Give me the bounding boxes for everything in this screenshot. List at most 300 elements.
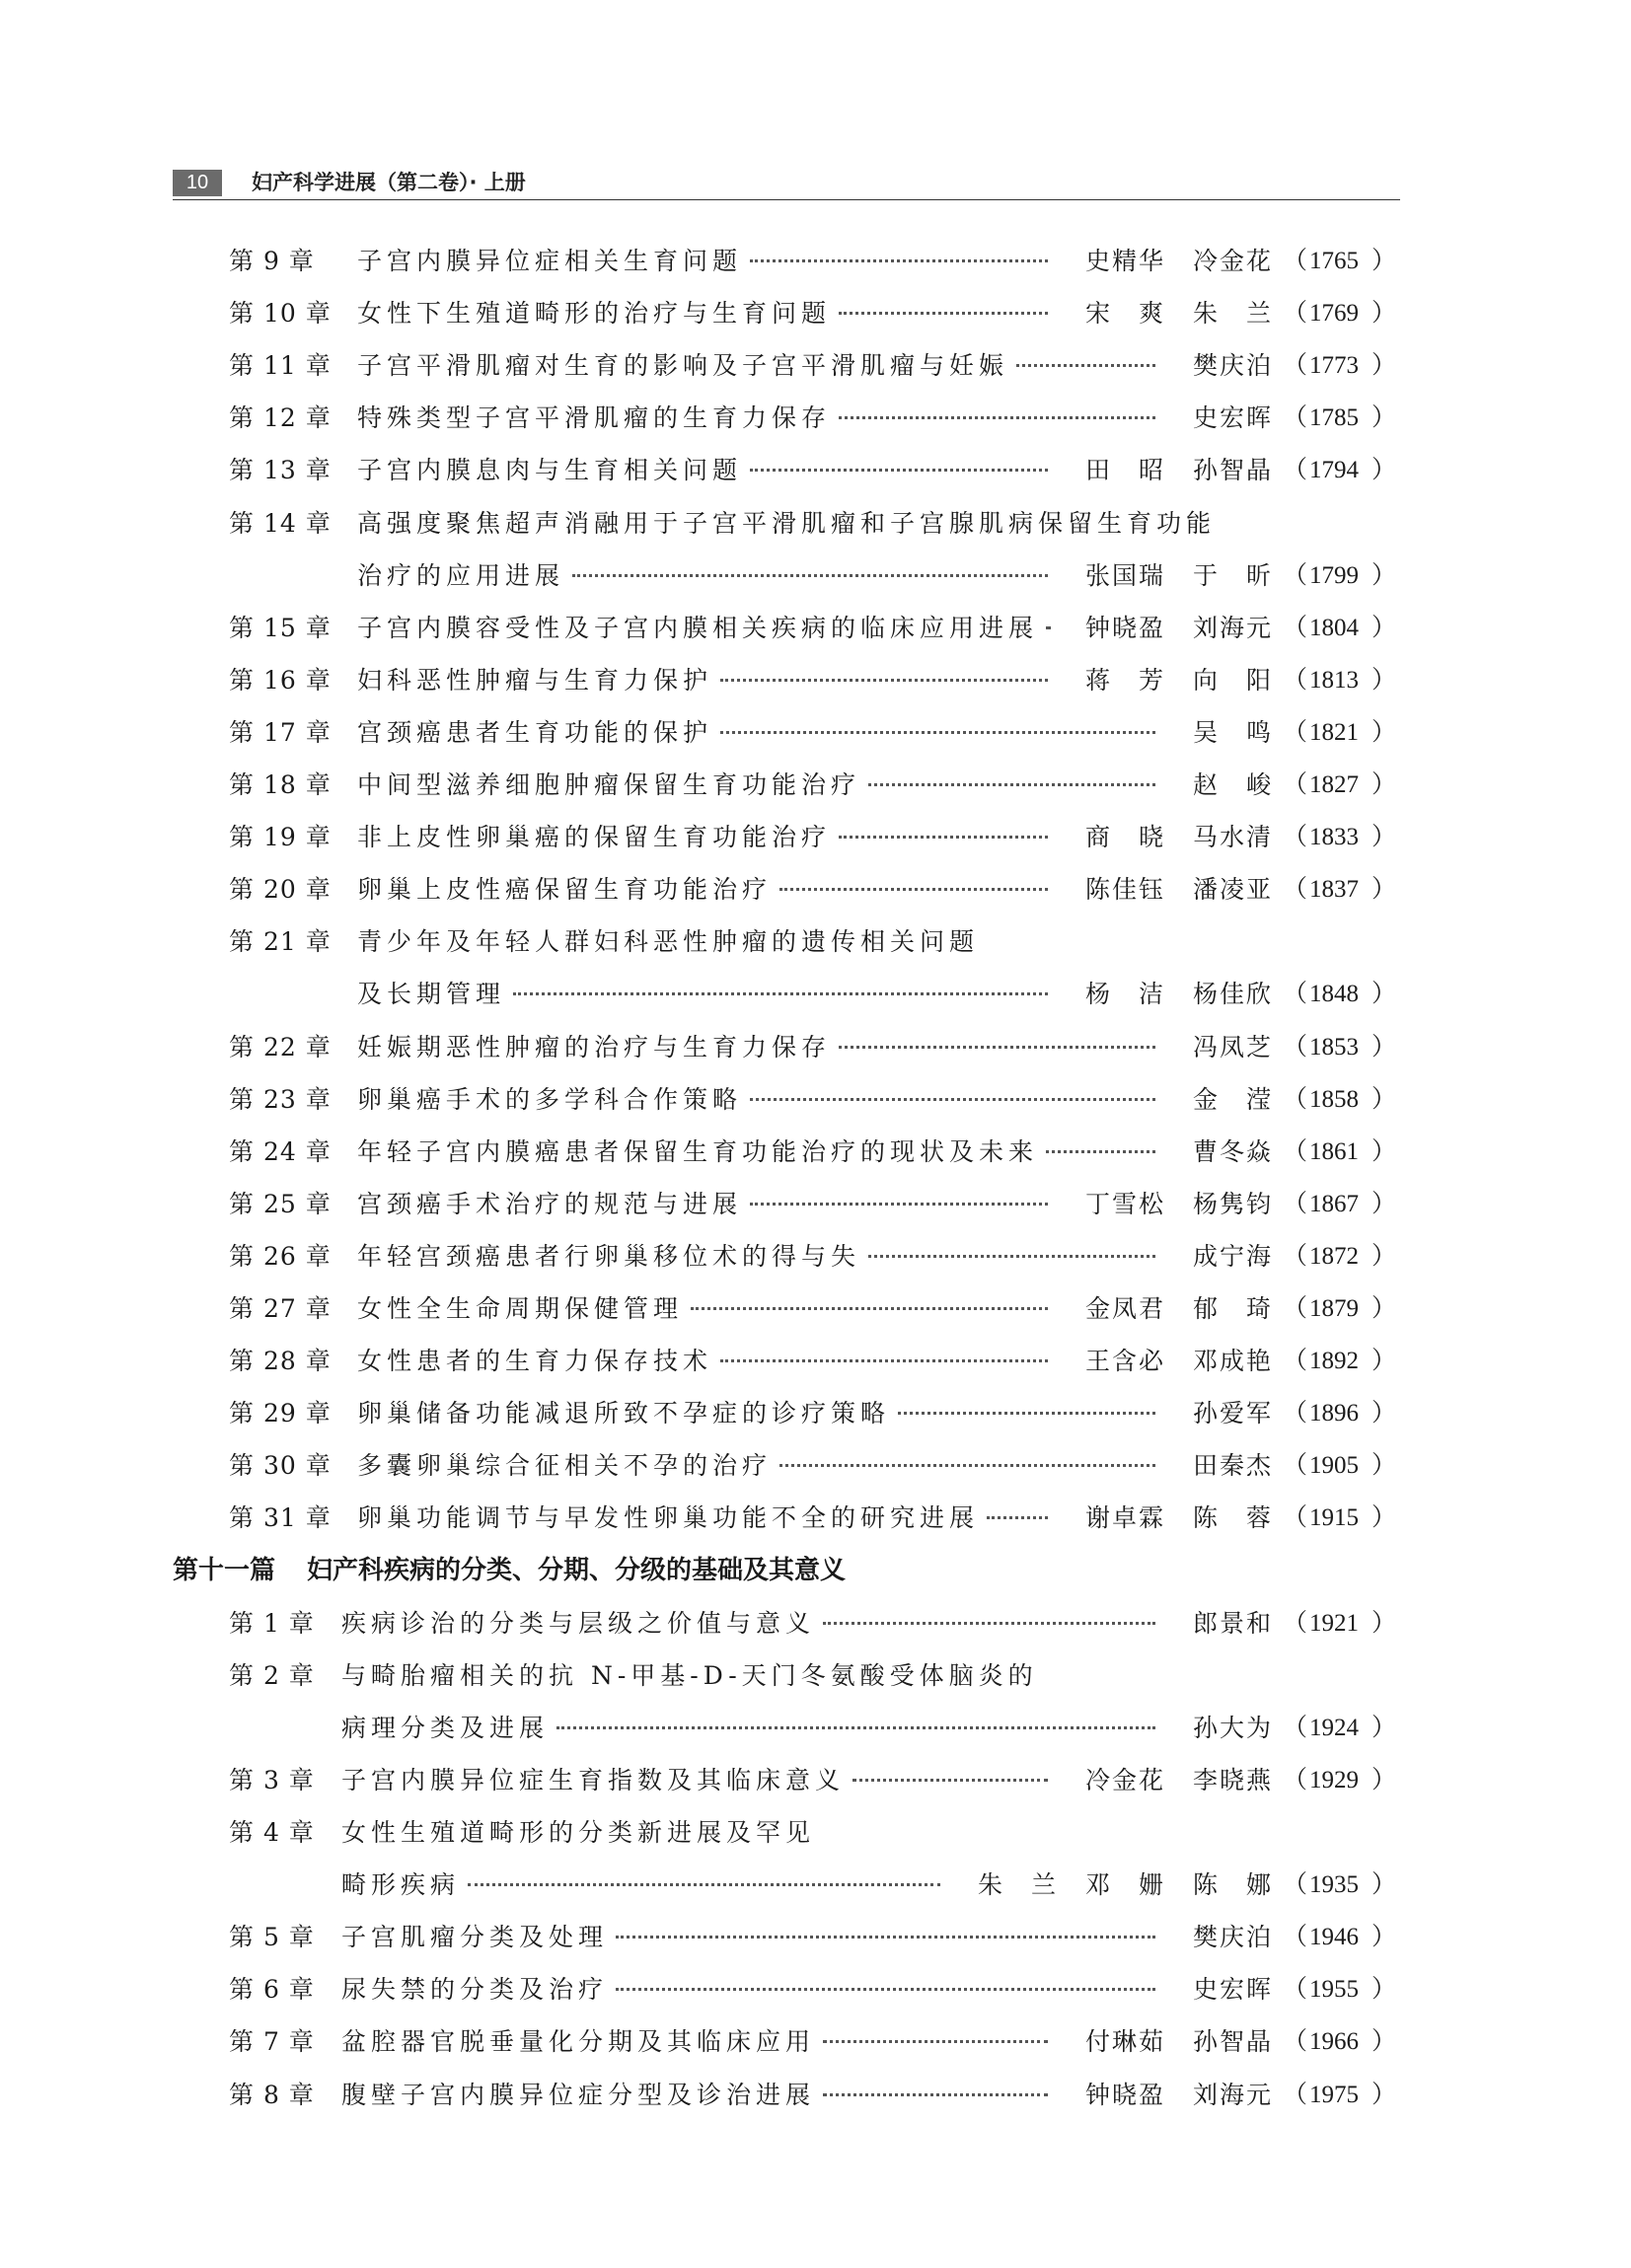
- close-paren: ）: [1372, 666, 1397, 694]
- page-number: 1773: [1309, 352, 1359, 380]
- leader-dots: [513, 992, 1048, 995]
- close-paren: ）: [1372, 981, 1397, 1008]
- chapter-authors: [1058, 811, 1273, 863]
- toc-entry[interactable]: [0, 1963, 1631, 2015]
- author-name: 朱 兰: [977, 1870, 1058, 1900]
- open-paren: （: [1283, 1085, 1308, 1113]
- chapter-number: 第 24 章: [229, 1136, 332, 1166]
- close-paren: ）: [1372, 1033, 1397, 1061]
- author-name: 邓 姗: [1084, 1870, 1165, 1900]
- open-paren: （: [1283, 1714, 1308, 1741]
- chapter-authors: [1058, 1754, 1273, 1806]
- page-number: 1924: [1309, 1714, 1359, 1741]
- chapter-authors: [1058, 1282, 1273, 1335]
- author-name: 樊庆泊: [1192, 1923, 1273, 1952]
- author-name: 潘凌亚: [1192, 875, 1273, 905]
- author-name: 陈 蓉: [1192, 1503, 1273, 1533]
- leader-dots: [839, 836, 1048, 839]
- leader-dots: [750, 1203, 1048, 1206]
- open-paren: （: [1283, 1033, 1308, 1061]
- author-name: 朱 兰: [1192, 299, 1273, 329]
- chapter-title: 子宫肌瘤分类及处理: [341, 1923, 609, 1952]
- page-number: 1848: [1309, 981, 1359, 1008]
- page-number: 1785: [1309, 404, 1359, 432]
- open-paren: （: [1283, 1242, 1308, 1270]
- author-name: 丁雪松: [1084, 1189, 1165, 1218]
- leader-dots: [839, 1046, 1155, 1049]
- close-paren: ）: [1372, 248, 1397, 274]
- page-number: 1946: [1309, 1924, 1359, 1951]
- open-paren: （: [1283, 824, 1308, 851]
- author-name: 郁 琦: [1192, 1294, 1273, 1323]
- author-name: 赵 峻: [1192, 770, 1273, 799]
- chapter-number: 第 19 章: [229, 823, 332, 852]
- page-number: 1769: [1309, 300, 1359, 328]
- chapter-authors: [1165, 1387, 1273, 1439]
- open-paren: （: [1283, 404, 1308, 432]
- toc-entry[interactable]: [0, 444, 1631, 496]
- book-title: 妇产科学进展（第二卷）· 上册: [252, 171, 526, 194]
- chapter-title: 妇科恶性肿瘤与生育力保护: [357, 665, 713, 695]
- author-name: 宋 爽: [1084, 299, 1165, 329]
- author-name: 孙大为: [1192, 1713, 1273, 1742]
- leader-dots: [839, 312, 1048, 315]
- author-name: 陈佳钰: [1084, 875, 1165, 905]
- toc-entry[interactable]: [0, 1073, 1631, 1126]
- leader-dots: [1046, 626, 1048, 629]
- open-paren: （: [1283, 666, 1308, 694]
- chapter-number: 第 20 章: [229, 875, 332, 905]
- close-paren: ）: [1372, 1976, 1397, 2004]
- page-number: 1861: [1309, 1137, 1359, 1165]
- open-paren: （: [1283, 2081, 1308, 2108]
- chapter-authors: [1165, 1073, 1273, 1126]
- close-paren: ）: [1372, 1348, 1397, 1375]
- toc-entry[interactable]: [0, 1335, 1631, 1387]
- open-paren: （: [1283, 771, 1308, 798]
- chapter-authors: [1165, 759, 1273, 811]
- author-name: 金 滢: [1192, 1084, 1273, 1114]
- chapter-authors: [1058, 968, 1273, 1020]
- chapter-title: 女性患者的生育力保存技术: [357, 1347, 713, 1376]
- chapter-authors: [1058, 654, 1273, 706]
- chapter-title: 高强度聚焦超声消融用于子宫平滑肌瘤和子宫腺肌病保留生育功能: [357, 508, 1217, 538]
- close-paren: ）: [1372, 1085, 1397, 1113]
- author-name: 谢卓霖: [1084, 1503, 1165, 1533]
- open-paren: （: [1283, 876, 1308, 904]
- open-paren: （: [1283, 248, 1308, 274]
- toc-entry[interactable]: [0, 1859, 1631, 1911]
- leader-dots: [556, 1726, 1155, 1729]
- page-number: 1794: [1309, 457, 1359, 484]
- author-name: 张国瑞: [1084, 560, 1165, 590]
- toc-entry[interactable]: [0, 2069, 1631, 2121]
- toc-entry[interactable]: [0, 2015, 1631, 2068]
- toc-entry[interactable]: [0, 1911, 1631, 1963]
- page-number: 1966: [1309, 2028, 1359, 2056]
- leader-dots: [839, 416, 1155, 419]
- author-name: 李晓燕: [1192, 1765, 1273, 1794]
- author-name: 曹冬焱: [1192, 1136, 1273, 1166]
- open-paren: （: [1283, 1871, 1308, 1899]
- toc-entry[interactable]: [0, 1439, 1631, 1492]
- toc-entry[interactable]: [0, 1387, 1631, 1439]
- author-name: 吴 鸣: [1192, 717, 1273, 747]
- page-number: 1765: [1309, 248, 1359, 274]
- chapter-number: 第 26 章: [229, 1241, 332, 1271]
- chapter-authors: [1165, 1439, 1273, 1492]
- open-paren: （: [1283, 300, 1308, 328]
- close-paren: ）: [1372, 1295, 1397, 1322]
- chapter-number: 第 30 章: [229, 1451, 332, 1481]
- chapter-number: 第 6 章: [229, 1975, 315, 2005]
- chapter-title: 卵巢上皮性癌保留生育功能治疗: [357, 875, 773, 905]
- chapter-title: 妊娠期恶性肿瘤的治疗与生育力保存: [357, 1032, 832, 1061]
- chapter-number: 第 14 章: [229, 508, 332, 538]
- toc-entry[interactable]: [0, 1806, 1631, 1859]
- author-name: 王含必: [1084, 1347, 1165, 1376]
- page-number: 1921: [1309, 1609, 1359, 1637]
- leader-dots: [720, 679, 1048, 682]
- toc-entry[interactable]: [0, 287, 1631, 339]
- open-paren: （: [1283, 1452, 1308, 1480]
- toc-entry[interactable]: [0, 497, 1631, 549]
- leader-dots: [750, 469, 1048, 472]
- author-name: 孙爱军: [1192, 1399, 1273, 1428]
- toc-entry[interactable]: [0, 915, 1631, 968]
- close-paren: ）: [1372, 1504, 1397, 1532]
- toc-entry[interactable]: [0, 392, 1631, 444]
- close-paren: ）: [1372, 1871, 1397, 1899]
- part-title: 妇产科疾病的分类、分期、分级的基础及其意义: [307, 1555, 847, 1585]
- page-number: 1804: [1309, 614, 1359, 641]
- toc-entry[interactable]: [0, 1282, 1631, 1335]
- chapter-title: 病理分类及进展: [341, 1713, 550, 1742]
- chapter-number: 第 1 章: [229, 1608, 315, 1638]
- toc-entry[interactable]: [0, 549, 1631, 602]
- chapter-title: 及长期管理: [357, 980, 506, 1009]
- open-paren: （: [1283, 1976, 1308, 2004]
- author-name: 于 昕: [1192, 560, 1273, 590]
- leader-dots: [823, 1622, 1155, 1625]
- close-paren: ）: [1372, 2081, 1397, 2108]
- leader-dots: [720, 731, 1155, 734]
- toc-entry[interactable]: [0, 1126, 1631, 1178]
- close-paren: ）: [1372, 1400, 1397, 1427]
- toc-entry[interactable]: [0, 1597, 1631, 1649]
- close-paren: ）: [1372, 876, 1397, 904]
- chapter-authors: [1165, 1911, 1273, 1963]
- chapter-title: 年轻子宫内膜癌患者保留生育功能治疗的现状及未来: [357, 1136, 1039, 1166]
- chapter-number: 第 7 章: [229, 2027, 315, 2057]
- close-paren: ）: [1372, 1766, 1397, 1793]
- chapter-authors: [1058, 549, 1273, 602]
- author-name: 郎景和: [1192, 1608, 1273, 1638]
- author-name: 刘海元: [1192, 2080, 1273, 2109]
- page-number: 1975: [1309, 2081, 1359, 2108]
- close-paren: ）: [1372, 2028, 1397, 2056]
- chapter-number: 第 5 章: [229, 1923, 315, 1952]
- chapter-authors: [1058, 2015, 1273, 2068]
- leader-dots: [750, 259, 1048, 262]
- chapter-authors: [1058, 1492, 1273, 1544]
- chapter-title: 尿失禁的分类及治疗: [341, 1975, 609, 2005]
- page-number: 1929: [1309, 1766, 1359, 1793]
- leader-dots: [823, 2040, 1048, 2043]
- chapter-number: 第 16 章: [229, 665, 332, 695]
- author-name: 邓成艳: [1192, 1347, 1273, 1376]
- page-number: 1872: [1309, 1242, 1359, 1270]
- page-number: 1867: [1309, 1190, 1359, 1217]
- leader-dots: [468, 1883, 940, 1886]
- part-heading[interactable]: [173, 1545, 846, 1597]
- close-paren: ）: [1372, 404, 1397, 432]
- chapter-title: 青少年及年轻人群妇科恶性肿瘤的遗传相关问题: [357, 927, 980, 957]
- toc-entry[interactable]: [0, 1702, 1631, 1754]
- close-paren: ）: [1372, 718, 1397, 746]
- chapter-authors: [1165, 1963, 1273, 2015]
- chapter-title: 非上皮性卵巢癌的保留生育功能治疗: [357, 823, 832, 852]
- chapter-title: 子宫内膜息肉与生育相关问题: [357, 456, 743, 485]
- author-name: 付琳茹: [1084, 2027, 1165, 2057]
- toc-entry[interactable]: [0, 968, 1631, 1020]
- chapter-authors: [950, 1859, 1273, 1911]
- part-label: 第十一篇: [173, 1555, 276, 1585]
- author-name: 钟晓盈: [1084, 2080, 1165, 2109]
- page-number: 1821: [1309, 718, 1359, 746]
- leader-dots: [1016, 364, 1155, 367]
- open-paren: （: [1283, 1924, 1308, 1951]
- leader-dots: [691, 1307, 1048, 1310]
- page-number: 1935: [1309, 1871, 1359, 1899]
- leader-dots: [779, 1464, 1155, 1467]
- open-paren: （: [1283, 561, 1308, 589]
- leader-dots: [616, 1988, 1155, 1991]
- chapter-title: 疾病诊治的分类与层级之价值与意义: [341, 1608, 816, 1638]
- close-paren: ）: [1372, 352, 1397, 380]
- chapter-authors: [1058, 1178, 1273, 1230]
- chapter-title: 卵巢癌手术的多学科合作策略: [357, 1084, 743, 1114]
- chapter-number: 第 31 章: [229, 1503, 332, 1533]
- author-name: 马水清: [1192, 823, 1273, 852]
- author-name: 樊庆泊: [1192, 351, 1273, 381]
- chapter-number: 第 29 章: [229, 1399, 332, 1428]
- chapter-title: 治疗的应用进展: [357, 560, 565, 590]
- chapter-title: 女性全生命周期保健管理: [357, 1294, 684, 1323]
- chapter-authors: [1165, 706, 1273, 759]
- page-number-badge: 10: [173, 170, 222, 196]
- leader-dots: [779, 888, 1048, 891]
- close-paren: ）: [1372, 1924, 1397, 1951]
- chapter-title: 宫颈癌手术治疗的规范与进展: [357, 1189, 743, 1218]
- chapter-title: 女性下生殖道畸形的治疗与生育问题: [357, 299, 832, 329]
- close-paren: ）: [1372, 824, 1397, 851]
- toc-entry[interactable]: [0, 1492, 1631, 1544]
- author-name: 孙智晶: [1192, 2027, 1273, 2057]
- author-name: 成宁海: [1192, 1241, 1273, 1271]
- chapter-title: 盆腔器官脱垂量化分期及其临床应用: [341, 2027, 816, 2057]
- chapter-authors: [1058, 2069, 1273, 2121]
- leader-dots: [868, 783, 1155, 786]
- toc-entry[interactable]: [0, 1230, 1631, 1282]
- chapter-number: 第 28 章: [229, 1347, 332, 1376]
- chapter-authors: [1058, 287, 1273, 339]
- author-name: 史宏晖: [1192, 403, 1273, 433]
- chapter-authors: [1058, 602, 1273, 654]
- page-number: 1955: [1309, 1976, 1359, 2004]
- page-number: 1896: [1309, 1400, 1359, 1427]
- open-paren: （: [1283, 2028, 1308, 2056]
- leader-dots: [1046, 1150, 1155, 1153]
- open-paren: （: [1283, 981, 1308, 1008]
- leader-dots: [987, 1516, 1048, 1519]
- close-paren: ）: [1372, 1452, 1397, 1480]
- leader-dots: [823, 2093, 1048, 2096]
- chapter-title: 特殊类型子宫平滑肌瘤的生育力保存: [357, 403, 832, 433]
- close-paren: ）: [1372, 1137, 1397, 1165]
- chapter-number: 第 12 章: [229, 403, 332, 433]
- toc-entry[interactable]: [0, 654, 1631, 706]
- open-paren: （: [1283, 1295, 1308, 1322]
- open-paren: （: [1283, 1504, 1308, 1532]
- leader-dots: [898, 1412, 1155, 1415]
- chapter-authors: [1165, 1230, 1273, 1282]
- close-paren: ）: [1372, 614, 1397, 641]
- chapter-title: 子宫内膜异位症相关生育问题: [357, 247, 743, 275]
- close-paren: ）: [1372, 457, 1397, 484]
- author-name: 冯凤芝: [1192, 1032, 1273, 1061]
- author-name: 杨隽钧: [1192, 1189, 1273, 1218]
- page-number: 1915: [1309, 1504, 1359, 1532]
- chapter-authors: [1058, 444, 1273, 496]
- page-number: 1892: [1309, 1348, 1359, 1375]
- leader-dots: [750, 1098, 1155, 1101]
- chapter-title: 子宫内膜异位症生育指数及其临床意义: [341, 1765, 846, 1794]
- chapter-authors: [1058, 1335, 1273, 1387]
- toc-entry[interactable]: [0, 602, 1631, 654]
- chapter-authors: [1058, 863, 1273, 915]
- chapter-authors: [1165, 1126, 1273, 1178]
- chapter-title: 女性生殖道畸形的分类新进展及罕见: [341, 1818, 816, 1847]
- close-paren: ）: [1372, 561, 1397, 589]
- close-paren: ）: [1372, 1714, 1397, 1741]
- open-paren: （: [1283, 1609, 1308, 1637]
- open-paren: （: [1283, 1348, 1308, 1375]
- chapter-number: 第 21 章: [229, 927, 332, 957]
- chapter-number: 第 23 章: [229, 1084, 332, 1114]
- open-paren: （: [1283, 1137, 1308, 1165]
- open-paren: （: [1283, 1766, 1308, 1793]
- leader-dots: [572, 574, 1048, 577]
- chapter-number: 第 3 章: [229, 1765, 315, 1794]
- chapter-number: 第 11 章: [229, 351, 332, 381]
- chapter-number: 第 8 章: [229, 2080, 315, 2109]
- page-number: 1879: [1309, 1295, 1359, 1322]
- chapter-number: 第 15 章: [229, 613, 332, 642]
- open-paren: （: [1283, 1400, 1308, 1427]
- chapter-number: 第 9 章: [229, 247, 315, 275]
- open-paren: （: [1283, 1190, 1308, 1217]
- toc-entry[interactable]: [0, 863, 1631, 915]
- leader-dots: [616, 1936, 1155, 1939]
- running-header: [173, 170, 1400, 200]
- author-name: 冷金花: [1192, 247, 1273, 275]
- chapter-title: 子宫平滑肌瘤对生育的影响及子宫平滑肌瘤与妊娠: [357, 351, 1009, 381]
- chapter-number: 第 18 章: [229, 770, 332, 799]
- open-paren: （: [1283, 352, 1308, 380]
- author-name: 杨佳欣: [1192, 980, 1273, 1009]
- toc-entry[interactable]: [0, 706, 1631, 759]
- toc-entry[interactable]: [0, 339, 1631, 392]
- chapter-authors: [1058, 235, 1273, 287]
- page-number: 1813: [1309, 666, 1359, 694]
- leader-dots: [853, 1779, 1048, 1782]
- toc-entry[interactable]: [0, 759, 1631, 811]
- page-number: 1833: [1309, 824, 1359, 851]
- chapter-number: 第 2 章: [229, 1660, 315, 1690]
- page-number: 1799: [1309, 561, 1359, 589]
- chapter-title: 多囊卵巢综合征相关不孕的治疗: [357, 1451, 773, 1481]
- chapter-number: 第 10 章: [229, 299, 332, 329]
- chapter-title: 子宫内膜容受性及子宫内膜相关疾病的临床应用进展: [357, 613, 1039, 642]
- page-number: 1827: [1309, 771, 1359, 798]
- author-name: 冷金花: [1084, 1765, 1165, 1794]
- toc-entry[interactable]: [0, 1178, 1631, 1230]
- chapter-number: 第 25 章: [229, 1189, 332, 1218]
- chapter-title: 卵巢功能调节与早发性卵巢功能不全的研究进展: [357, 1503, 980, 1533]
- chapter-title: 宫颈癌患者生育功能的保护: [357, 717, 713, 747]
- author-name: 杨 洁: [1084, 980, 1165, 1009]
- page-number: 1853: [1309, 1033, 1359, 1061]
- chapter-number: 第 4 章: [229, 1818, 315, 1847]
- chapter-number: 第 22 章: [229, 1032, 332, 1061]
- chapter-number: 第 17 章: [229, 717, 332, 747]
- toc-entry[interactable]: [0, 1649, 1631, 1702]
- close-paren: ）: [1372, 771, 1397, 798]
- chapter-title: 年轻宫颈癌患者行卵巢移位术的得与失: [357, 1241, 861, 1271]
- author-name: 金凤君: [1084, 1294, 1165, 1323]
- close-paren: ）: [1372, 1242, 1397, 1270]
- leader-dots: [720, 1359, 1048, 1362]
- close-paren: ）: [1372, 1190, 1397, 1217]
- toc-entry[interactable]: [0, 1754, 1631, 1806]
- toc-entry[interactable]: [0, 1021, 1631, 1073]
- chapter-title: 中间型滋养细胞肿瘤保留生育功能治疗: [357, 770, 861, 799]
- chapter-authors: [1165, 1021, 1273, 1073]
- toc-entry[interactable]: [0, 235, 1631, 287]
- author-name: 田秦杰: [1192, 1451, 1273, 1481]
- author-name: 刘海元: [1192, 613, 1273, 642]
- author-name: 商 晓: [1084, 823, 1165, 852]
- chapter-title: 畸形疾病: [341, 1870, 461, 1900]
- author-name: 史宏晖: [1192, 1975, 1273, 2005]
- author-name: 钟晓盈: [1084, 613, 1165, 642]
- chapter-authors: [1165, 1702, 1273, 1754]
- chapter-number: 第 27 章: [229, 1294, 332, 1323]
- page-number: 1905: [1309, 1452, 1359, 1480]
- page-number: 1858: [1309, 1085, 1359, 1113]
- chapter-authors: [1165, 392, 1273, 444]
- open-paren: （: [1283, 457, 1308, 484]
- toc-entry[interactable]: [0, 811, 1631, 863]
- chapter-title: 腹壁子宫内膜异位症分型及诊治进展: [341, 2080, 816, 2109]
- chapter-title: 卵巢储备功能减退所致不孕症的诊疗策略: [357, 1399, 891, 1428]
- close-paren: ）: [1372, 300, 1397, 328]
- author-name: 蒋 芳: [1084, 665, 1165, 695]
- leader-dots: [868, 1255, 1155, 1258]
- chapter-authors: [1165, 339, 1273, 392]
- page-number: 1837: [1309, 876, 1359, 904]
